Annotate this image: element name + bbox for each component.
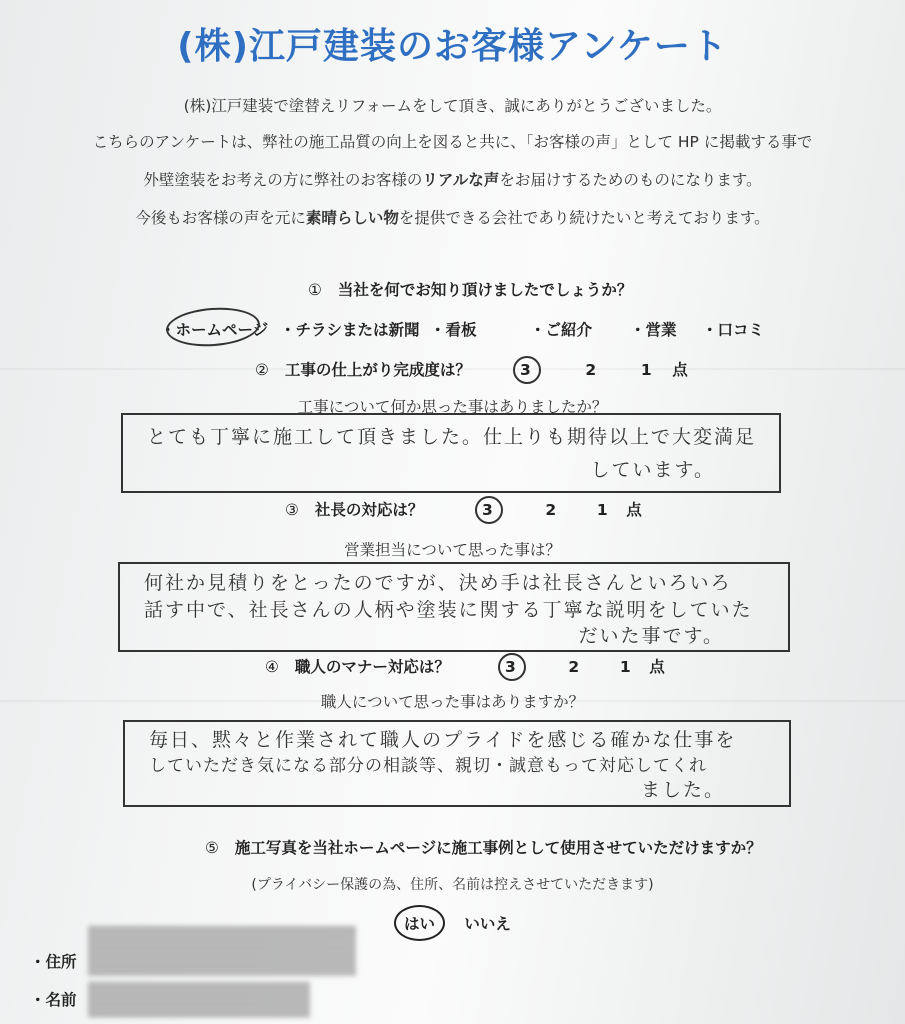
- q2-rating-1[interactable]: 1: [640, 361, 652, 379]
- question-4-text: 職人のマナー対応は？: [294, 658, 450, 676]
- q1-option-flyer[interactable]: ・チラシまたは新聞: [280, 321, 420, 339]
- q1-option-homepage[interactable]: ・ホームページ: [160, 321, 269, 339]
- q3-rating-3[interactable]: 3: [482, 501, 540, 519]
- q1-option-referral[interactable]: ・ご紹介: [530, 321, 593, 339]
- question-2-number: ②: [255, 361, 269, 379]
- question-5-number: ⑤: [205, 839, 219, 857]
- q3-rating-2[interactable]: 2: [545, 501, 557, 519]
- q2-answer-line-2: しています。: [590, 459, 715, 481]
- q4-rating-unit: 点: [649, 658, 665, 676]
- q1-selection-circle: [165, 305, 261, 349]
- q1-option-word-of-mouth[interactable]: ・口コミ: [702, 321, 765, 339]
- q3-rating-unit: 点: [626, 501, 642, 519]
- q4-answer-line-2: していただき気になる部分の相談等、親切・誠意もって対応してくれ: [149, 756, 707, 776]
- question-3-text: 社長の対応は？: [314, 501, 424, 519]
- q5-answer: [398, 910, 511, 936]
- name-label: ・名前: [30, 991, 77, 1009]
- q3-answer-box[interactable]: [118, 562, 790, 652]
- q2-rating-2[interactable]: 2: [585, 361, 597, 379]
- question-2: [255, 358, 471, 380]
- intro-line-4: [0, 206, 905, 228]
- q4-answer-box[interactable]: [123, 720, 791, 807]
- question-1-text: 当社を何でお知り頂けましたでしょうか？: [337, 281, 633, 299]
- question-5-text: 施工写真を当社ホームページに施工事例として使用させていただけますか？: [234, 839, 762, 857]
- question-1: [308, 278, 632, 300]
- question-4-number: ④: [265, 658, 279, 676]
- q4-answer-line-3: ました。: [640, 779, 725, 801]
- q1-option-sales[interactable]: ・営業: [630, 321, 677, 339]
- question-5: [205, 836, 762, 858]
- q3-answer-line-1: 何社か見積りをとったのですが、決め手は社長さんといろいろ: [144, 572, 732, 594]
- q4-rating-2[interactable]: 2: [568, 658, 580, 676]
- q5-yes[interactable]: はい: [398, 910, 441, 936]
- q2-prompt: 工事について何か思った事はありましたか？: [297, 398, 608, 416]
- q3-prompt: 営業担当について思った事は？: [344, 541, 561, 559]
- q2-answer-box[interactable]: [121, 413, 781, 493]
- q3-rating: [482, 498, 642, 520]
- q4-rating: [505, 655, 665, 677]
- q1-option-signboard[interactable]: ・看板: [430, 321, 477, 339]
- intro-line-4a: 今後もお客様の声を元に: [135, 209, 306, 227]
- survey-title: (株)江戸建装のお客様アンケート: [177, 26, 728, 67]
- q2-rating: [520, 358, 688, 380]
- intro-line-3: [0, 168, 905, 190]
- q2-rating-3[interactable]: 3: [520, 361, 580, 379]
- intro-line-2: こちらのアンケートは、弊社の施工品質の向上を図ると共に、「お客様の声」として HP に掲載する事で: [92, 133, 813, 151]
- q5-note: (プライバシー保護の為、住所、名前は控えさせていただきます): [251, 877, 654, 893]
- address-label: ・住所: [30, 953, 77, 971]
- q3-answer-line-3: だいた事です。: [578, 625, 724, 647]
- q4-rating-3[interactable]: 3: [505, 658, 563, 676]
- q3-rating-1[interactable]: 1: [596, 501, 608, 519]
- q4-rating-1[interactable]: 1: [619, 658, 631, 676]
- q2-answer-line-1: とても丁寧に施工して頂きました。仕上りも期待以上で大変満足: [147, 426, 757, 448]
- intro-line-1: (株)江戸建装で塗替えリフォームをして頂き、誠にありがとうございました。: [183, 97, 722, 115]
- q4-answer-line-1: 毎日、黙々と作業されて職人のプライドを感じる確かな仕事を: [149, 729, 737, 751]
- q2-rating-unit: 点: [672, 361, 688, 379]
- question-3: [285, 498, 423, 520]
- intro-line-3c: をお届けするためのものになります。: [499, 171, 762, 189]
- q5-no[interactable]: いいえ: [464, 915, 511, 933]
- intro-line-4c: を提供できる会社であり続けたいと考えております。: [398, 209, 770, 227]
- intro-line-3a: 外壁塗装をお考えの方に弊社のお客様の: [143, 171, 423, 189]
- q3-answer-line-2: 話す中で、社長さんの人柄や塗装に関する丁寧な説明をしていた: [144, 599, 753, 621]
- q4-prompt: 職人について思った事はありますか？: [320, 693, 585, 711]
- question-2-text: 工事の仕上がり完成度は？: [284, 361, 471, 379]
- question-3-number: ③: [285, 501, 299, 519]
- intro-line-4-emphasis: 素晴らしい物: [305, 209, 399, 227]
- address-redaction: [88, 926, 356, 976]
- name-redaction: [88, 982, 310, 1018]
- intro-line-3-emphasis: リアルな声: [422, 171, 500, 189]
- question-4: [265, 655, 450, 677]
- question-1-number: ①: [308, 281, 322, 299]
